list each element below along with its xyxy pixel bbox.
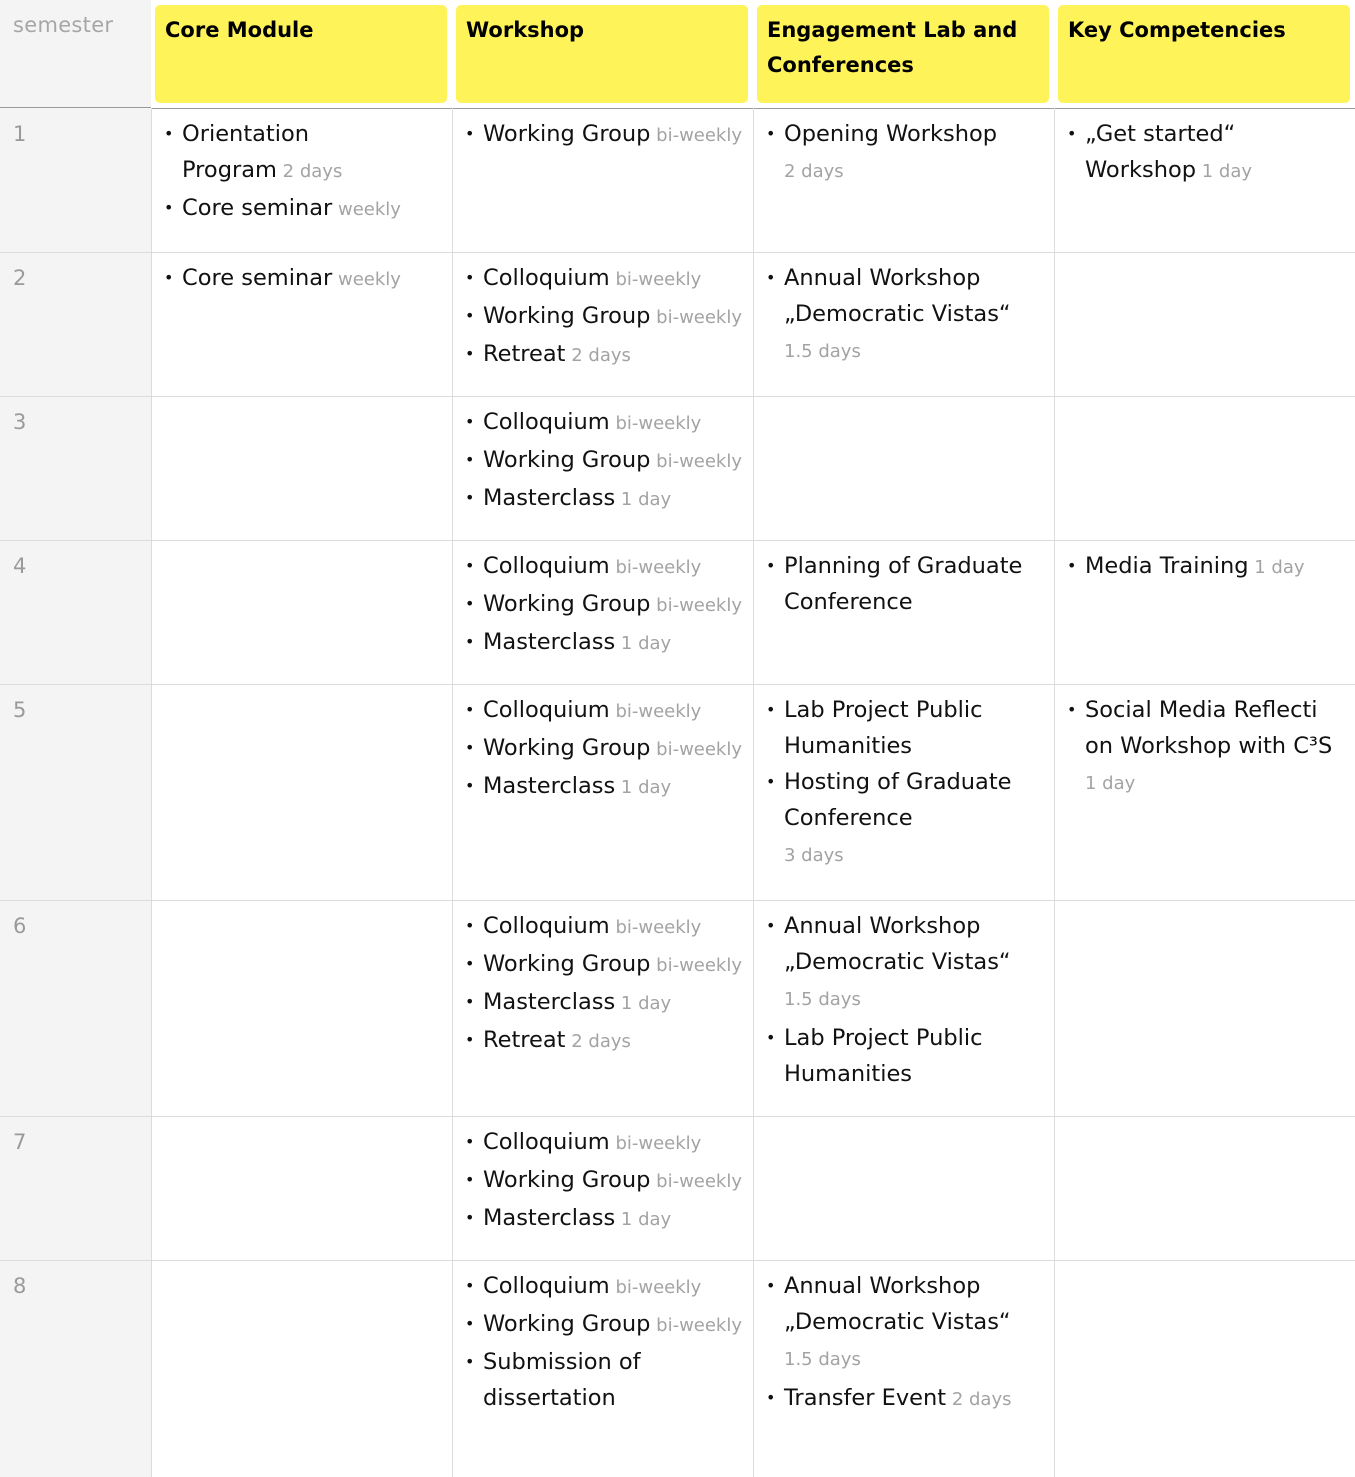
item-duration: 2 days	[946, 1389, 1012, 1410]
list-item	[766, 1268, 1047, 1380]
core-item-list	[164, 260, 445, 298]
item-duration: bi-weekly	[609, 701, 702, 722]
semester-column	[0, 0, 151, 1477]
item-duration: bi-weekly	[609, 917, 702, 938]
core-item-list	[164, 116, 445, 228]
item-duration: bi-weekly	[650, 1315, 743, 1336]
item-label: Colloquium	[483, 1129, 610, 1155]
item-duration: bi-weekly	[609, 1133, 702, 1154]
item-label: Lab Project Public Humanities	[784, 697, 983, 759]
item-label: Annual Workshop „Democratic Vistas“	[784, 265, 1011, 327]
header-core-module-label: Core Module	[165, 18, 314, 42]
item-duration: bi-weekly	[609, 1277, 702, 1298]
item-label: Retreat	[483, 341, 566, 367]
list-item	[465, 586, 746, 624]
item-duration: weekly	[332, 269, 401, 290]
item-duration: bi-weekly	[609, 413, 702, 434]
item-label: Working Group	[483, 303, 651, 329]
workshop-item-list	[465, 1268, 746, 1416]
semester-number: 7	[13, 1130, 27, 1154]
item-duration: bi-weekly	[650, 125, 743, 146]
item-label: Annual Workshop „Democratic Vistas“	[784, 1273, 1011, 1335]
semester-number: 5	[13, 698, 27, 722]
row-divider	[0, 900, 1355, 901]
list-item	[465, 1200, 746, 1238]
row-divider	[0, 540, 1355, 541]
semester-header-label: semester	[13, 13, 114, 37]
item-label: Annual Workshop „Democratic Vistas“	[784, 913, 1011, 975]
list-item	[766, 692, 1047, 764]
list-item	[465, 946, 746, 984]
semester-number: 2	[13, 266, 27, 290]
workshop-item-list	[465, 548, 746, 662]
list-item	[1067, 692, 1348, 804]
item-duration: 1 day	[615, 633, 672, 654]
item-label: Core seminar	[182, 265, 333, 291]
list-item	[1067, 116, 1348, 190]
semester-number: 3	[13, 410, 27, 434]
item-label: Working Group	[483, 735, 651, 761]
item-label: Masterclass	[483, 1205, 616, 1231]
item-duration: 1 day	[615, 1209, 672, 1230]
lab-item-list	[766, 692, 1047, 876]
list-item	[465, 1022, 746, 1060]
item-label: Masterclass	[483, 989, 616, 1015]
list-item	[766, 1020, 1047, 1092]
item-duration: 3 days	[784, 845, 844, 866]
header-key-competencies	[1058, 5, 1350, 103]
item-label: Colloquium	[483, 265, 610, 291]
item-label: Core seminar	[182, 195, 333, 221]
item-label: Colloquium	[483, 697, 610, 723]
item-duration: bi-weekly	[650, 955, 743, 976]
workshop-item-list	[465, 116, 746, 154]
header-engagement-lab	[757, 5, 1049, 103]
list-item	[766, 548, 1047, 620]
list-item	[465, 336, 746, 374]
list-item	[465, 1306, 746, 1344]
semester-header	[0, 0, 151, 108]
list-item	[465, 404, 746, 442]
item-label: Working Group	[483, 447, 651, 473]
workshop-item-list	[465, 404, 746, 518]
header-engagement-lab-label: Engagement Lab and Conferences	[767, 18, 1018, 77]
item-label: Masterclass	[483, 773, 616, 799]
item-duration: bi-weekly	[650, 595, 743, 616]
item-label: Media Training	[1085, 553, 1249, 579]
item-duration: bi-weekly	[609, 557, 702, 578]
row-divider	[0, 684, 1355, 685]
item-label: Social Media Reflecti on Workshop with C³S	[1085, 697, 1333, 759]
list-item	[164, 260, 445, 298]
item-duration: 1 day	[1196, 161, 1253, 182]
header-core-module	[155, 5, 447, 103]
list-item	[465, 692, 746, 730]
item-label: Colloquium	[483, 913, 610, 939]
list-item	[465, 768, 746, 806]
lab-item-list	[766, 260, 1047, 372]
item-duration: 2 days	[784, 161, 844, 182]
list-item	[766, 764, 1047, 876]
item-duration: bi-weekly	[650, 451, 743, 472]
row-divider	[0, 252, 1355, 253]
list-item	[766, 908, 1047, 1020]
header-workshop	[456, 5, 748, 103]
item-duration: 1 day	[615, 489, 672, 510]
workshop-item-list	[465, 260, 746, 374]
key-item-list	[1067, 116, 1348, 190]
lab-item-list	[766, 116, 1047, 192]
list-item	[465, 1344, 746, 1416]
item-duration: 2 days	[565, 1031, 631, 1052]
list-item	[465, 260, 746, 298]
lab-item-list	[766, 548, 1047, 620]
list-item	[465, 984, 746, 1022]
item-label: Colloquium	[483, 553, 610, 579]
key-item-list	[1067, 692, 1348, 804]
column-divider	[753, 108, 754, 1477]
list-item	[465, 730, 746, 768]
list-item	[465, 298, 746, 336]
column-divider	[452, 108, 453, 1477]
list-item	[465, 1162, 746, 1200]
list-item	[465, 480, 746, 518]
row-divider	[0, 396, 1355, 397]
item-duration: 1 day	[1085, 773, 1136, 794]
lab-item-list	[766, 1268, 1047, 1418]
item-label: Transfer Event	[784, 1385, 947, 1411]
item-duration: 1.5 days	[784, 341, 861, 362]
list-item	[766, 1380, 1047, 1418]
item-duration: 1.5 days	[784, 989, 861, 1010]
item-duration: bi-weekly	[650, 307, 743, 328]
item-label: Masterclass	[483, 629, 616, 655]
semester-number: 4	[13, 554, 27, 578]
item-label: Planning of Graduate Conference	[784, 553, 1023, 615]
item-duration: weekly	[332, 199, 401, 220]
list-item	[766, 260, 1047, 372]
item-label: Colloquium	[483, 1273, 610, 1299]
item-duration: bi-weekly	[650, 739, 743, 760]
item-label: Working Group	[483, 951, 651, 977]
lab-item-list	[766, 908, 1047, 1092]
header-key-competencies-label: Key Competencies	[1068, 18, 1286, 42]
key-item-list	[1067, 548, 1348, 586]
item-label: Colloquium	[483, 409, 610, 435]
list-item	[1067, 548, 1348, 586]
list-item	[164, 190, 445, 228]
item-duration: bi-weekly	[609, 269, 702, 290]
item-duration: 1 day	[615, 777, 672, 798]
column-divider	[151, 108, 152, 1477]
workshop-item-list	[465, 908, 746, 1060]
workshop-item-list	[465, 1124, 746, 1238]
list-item	[164, 116, 445, 190]
item-label: Retreat	[483, 1027, 566, 1053]
semester-number: 1	[13, 122, 27, 146]
semester-number: 8	[13, 1274, 27, 1298]
item-label: „Get started“ Workshop	[1085, 121, 1236, 183]
item-label: Lab Project Public Humanities	[784, 1025, 983, 1087]
item-label: Opening Workshop	[784, 121, 998, 147]
list-item	[465, 1124, 746, 1162]
item-label: Working Group	[483, 591, 651, 617]
workshop-item-list	[465, 692, 746, 806]
item-label: Masterclass	[483, 485, 616, 511]
item-label: Submission of dissertation	[483, 1349, 641, 1411]
list-item	[465, 1268, 746, 1306]
item-label: Working Group	[483, 1311, 651, 1337]
item-label: Working Group	[483, 1167, 651, 1193]
item-duration: bi-weekly	[650, 1171, 743, 1192]
list-item	[465, 548, 746, 586]
list-item	[465, 908, 746, 946]
item-label: Orientation Program	[182, 121, 310, 183]
list-item	[766, 116, 1047, 192]
item-duration: 1 day	[1248, 557, 1305, 578]
item-duration: 2 days	[565, 345, 631, 366]
item-duration: 2 days	[276, 161, 343, 182]
item-duration: 1 day	[615, 993, 672, 1014]
item-label: Working Group	[483, 121, 651, 147]
row-divider	[0, 1116, 1355, 1117]
list-item	[465, 624, 746, 662]
row-divider	[0, 1260, 1355, 1261]
column-divider	[1054, 108, 1055, 1477]
semester-number: 6	[13, 914, 27, 938]
list-item	[465, 442, 746, 480]
item-duration: 1.5 days	[784, 1349, 861, 1370]
header-workshop-label: Workshop	[466, 18, 585, 42]
list-item	[465, 116, 746, 154]
item-label: Hosting of Graduate Conference	[784, 769, 1012, 831]
